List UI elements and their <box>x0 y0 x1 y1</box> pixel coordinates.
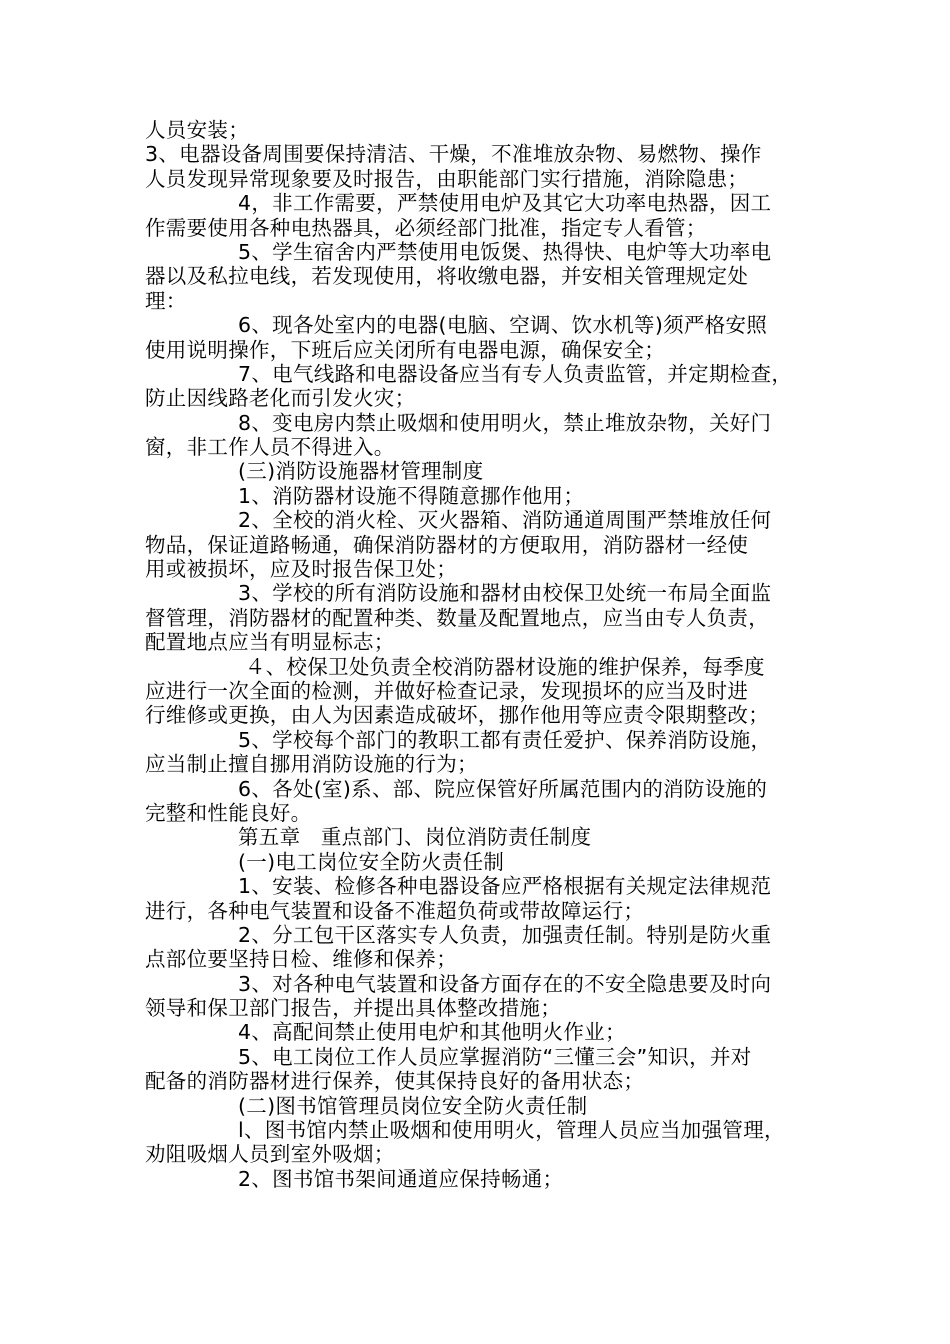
text-line: 点部位要坚持日检、维修和保养； <box>145 947 457 972</box>
text-line: 劝阻吸烟人员到室外吸烟； <box>145 1142 395 1167</box>
text-line: 5、学校每个部门的教职工都有责任爱护、保养消防设施， <box>238 727 772 752</box>
text-line: 1、安装、检修各种电器设备应严格根据有关规定法律规范 <box>238 874 772 899</box>
text-line: 1、消防器材设施不得随意挪作他用； <box>238 483 585 508</box>
text-line: 5、电工岗位工作人员应掌握消防“三懂三会”知识，并对 <box>238 1044 752 1069</box>
text-line: 4，非工作需要，严禁使用电炉及其它大功率电热器，因工 <box>238 191 772 216</box>
text-line: 人员发现异常现象要及时报告，由职能部门实行措施，消除隐患； <box>145 166 749 191</box>
text-line: 防止因线路老化而引发火灾； <box>145 386 416 411</box>
text-line: 第五章 重点部门、岗位消防责任制度 <box>238 825 592 850</box>
text-line: 人员安装； <box>145 118 249 142</box>
text-line: 3、对各种电气装置和设备方面存在的不安全隐患要及时向 <box>238 971 772 996</box>
text-line: 作需要使用各种电热器具，必须经部门批准，指定专人看管； <box>145 215 707 240</box>
text-line: 应当制止擅自挪用消防设施的行为； <box>145 752 478 777</box>
text-line: (三)消防设施器材管理制度 <box>238 459 484 484</box>
text-line: 3、学校的所有消防设施和器材由校保卫处统一布局全面监 <box>238 581 772 606</box>
text-line: l、图书馆内禁止吸烟和使用明火，管理人员应当加强管理， <box>238 1118 785 1143</box>
text-line: 窗，非工作人员不得进入。 <box>145 435 395 460</box>
text-line: 进行，各种电气装置和设备不准超负荷或带故障运行； <box>145 898 645 923</box>
text-line: 2、全校的消火栓、灭火器箱、消防通道周围严禁堆放任何 <box>238 508 772 533</box>
text-line: 3、电器设备周围要保持清洁、干燥，不准堆放杂物、易燃物、操作 <box>145 142 762 167</box>
text-line: 2、图书馆书架间通道应保持畅通； <box>238 1166 564 1191</box>
text-line: 领导和保卫部门报告，并提出具体整改措施； <box>145 996 561 1021</box>
text-line: (一)电工岗位安全防火责任制 <box>238 849 505 874</box>
text-line: 4、高配间禁止使用电炉和其他明火作业； <box>238 1020 626 1045</box>
text-line: 使用说明操作，下班后应关闭所有电器电源，确保安全； <box>145 337 665 362</box>
text-line: 用或被损坏，应及时报告保卫处； <box>145 557 457 582</box>
text-line: 器以及私拉电线，若发现使用，将收缴电器，并安相关管理规定处 <box>145 264 749 289</box>
text-line: 8、变电房内禁止吸烟和使用明火，禁止堆放杂物，关好门 <box>238 410 772 435</box>
text-line: 应进行一次全面的检测，并做好检查记录，发现损坏的应当及时进 <box>145 678 749 703</box>
text-line: 6、现各处室内的电器(电脑、空调、饮水机等)须严格安照 <box>238 313 768 338</box>
text-line: 行维修或更换，由人为因素造成破坏，挪作他用等应责令限期整改； <box>145 703 769 728</box>
document-body <box>145 118 815 1191</box>
text-line: 6、各处(室)系、部、院应保管好所属范围内的消防设施的 <box>238 776 768 801</box>
text-line: 配备的消防器材进行保养，使其保持良好的备用状态； <box>145 1069 645 1094</box>
text-line: 5、学生宿舍内严禁使用电饭煲、热得快、电炉等大功率电 <box>238 239 772 264</box>
text-line: (二)图书馆管理员岗位安全防火责任制 <box>238 1093 588 1118</box>
text-line: 2、分工包干区落实专人负责，加强责任制。特别是防火重 <box>238 922 772 947</box>
text-line: 物品，保证道路畅通，确保消防器材的方便取用，消防器材一经使 <box>145 532 749 557</box>
text-line: ４、校保卫处负责全校消防器材设施的维护保养，每季度 <box>238 654 765 679</box>
text-line: 督管理，消防器材的配置种类、数量及配置地点，应当由专人负责， <box>145 605 769 630</box>
text-line: 配置地点应当有明显标志； <box>145 630 395 655</box>
text-line: 完整和性能良好。 <box>145 800 312 825</box>
text-line: 7、电气线路和电器设备应当有专人负责监管，并定期检查， <box>238 361 793 386</box>
text-line: 理： <box>145 288 187 313</box>
